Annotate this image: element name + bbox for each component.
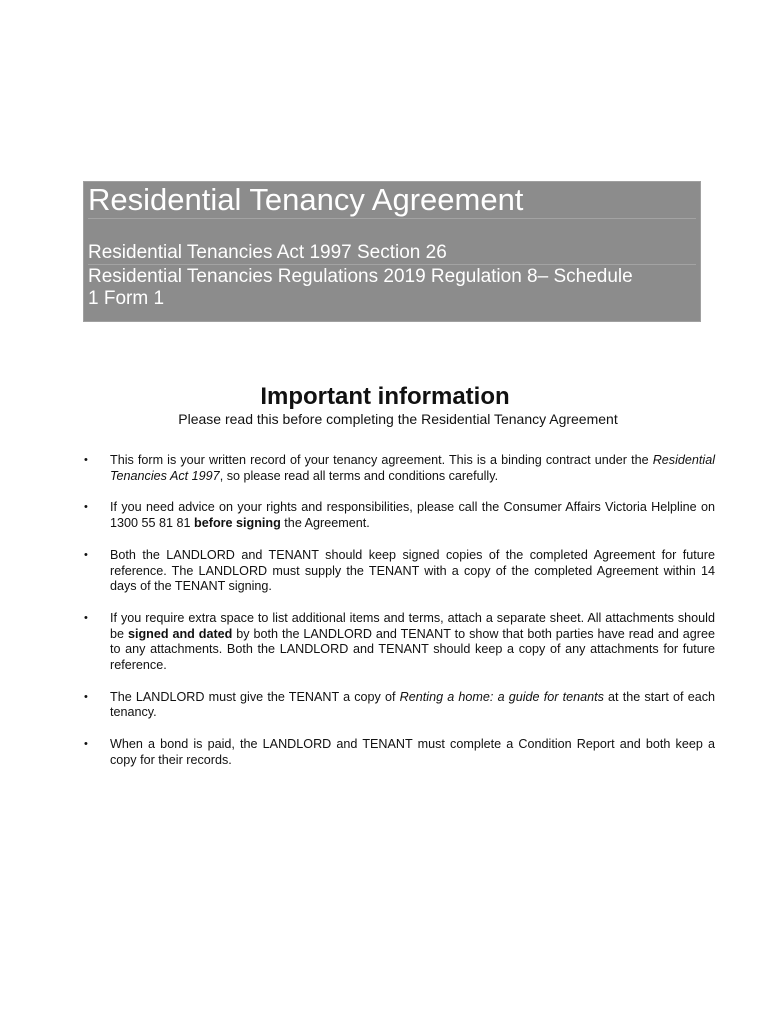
list-item-text: at the start of each tenancy.: [110, 689, 716, 720]
form-header-box: [83, 181, 701, 322]
important-information-subtitle: Please read this before completing the Residential Tenancy Agreement: [178, 411, 618, 427]
emphasis-text: signed and dated: [127, 626, 233, 641]
bullet-icon: •: [84, 454, 88, 466]
act-reference: Residential Tenancies Act 1997 Section 26: [88, 241, 696, 265]
regulation-reference-line-1: Residential Tenancies Regulations 2019 Regulation 8– Schedule: [88, 266, 633, 287]
list-item: [80, 690, 715, 721]
bullet-icon: •: [84, 690, 88, 703]
list-item-text: If you need advice on your rights and responsibilities, please call the Consumer Affairs Victoria Helpline on 1300 55 81 81: [110, 500, 715, 531]
list-item: [80, 611, 715, 674]
list-item: [80, 548, 715, 595]
form-title: Residential Tenancy Agreement: [88, 182, 696, 219]
list-item-text: If you require extra space to list additional items and terms, attach a separate sheet. All attachments should be: [110, 610, 715, 641]
list-item-text: , so please read all terms and conditions carefully.: [219, 468, 499, 483]
list-item: [80, 453, 715, 484]
list-item-text: This form is your written record of your tenancy agreement. This is a binding contract under the: [110, 453, 653, 467]
bullet-icon: •: [84, 738, 88, 751]
information-list: [80, 453, 720, 785]
list-item-text: Both the LANDLORD and TENANT should keep signed copies of the completed Agreement for future reference. The LANDLORD must supply the TENANT with a copy of the completed Agreement within 14 days of the TENANT signing.: [110, 547, 715, 594]
emphasis-text: before signing: [194, 516, 281, 531]
guide-title-italic: Renting a home: a guide for tenants: [399, 689, 604, 704]
act-name-italic: Residential Tenancies Act 1997: [110, 453, 715, 483]
list-item-text: by both the LANDLORD and TENANT to show that both parties have read and agree to any attachments. Both the LANDLORD and TENANT should keep a copy of any attachments for future reference.: [110, 626, 716, 673]
regulation-reference-line-2: 1 Form 1: [88, 288, 165, 309]
list-item: [80, 500, 715, 531]
list-item-text: the Agreement.: [280, 516, 370, 531]
list-item-text: When a bond is paid, the LANDLORD and TENANT must complete a Condition Report and both keep a copy for their records.: [110, 737, 715, 767]
list-item: [80, 737, 715, 768]
bullet-icon: •: [84, 611, 88, 624]
list-item-text: The LANDLORD must give the TENANT a copy of: [110, 689, 400, 704]
bullet-icon: •: [84, 501, 88, 514]
important-information-heading: Important information: [260, 383, 510, 410]
bullet-icon: •: [84, 548, 88, 561]
